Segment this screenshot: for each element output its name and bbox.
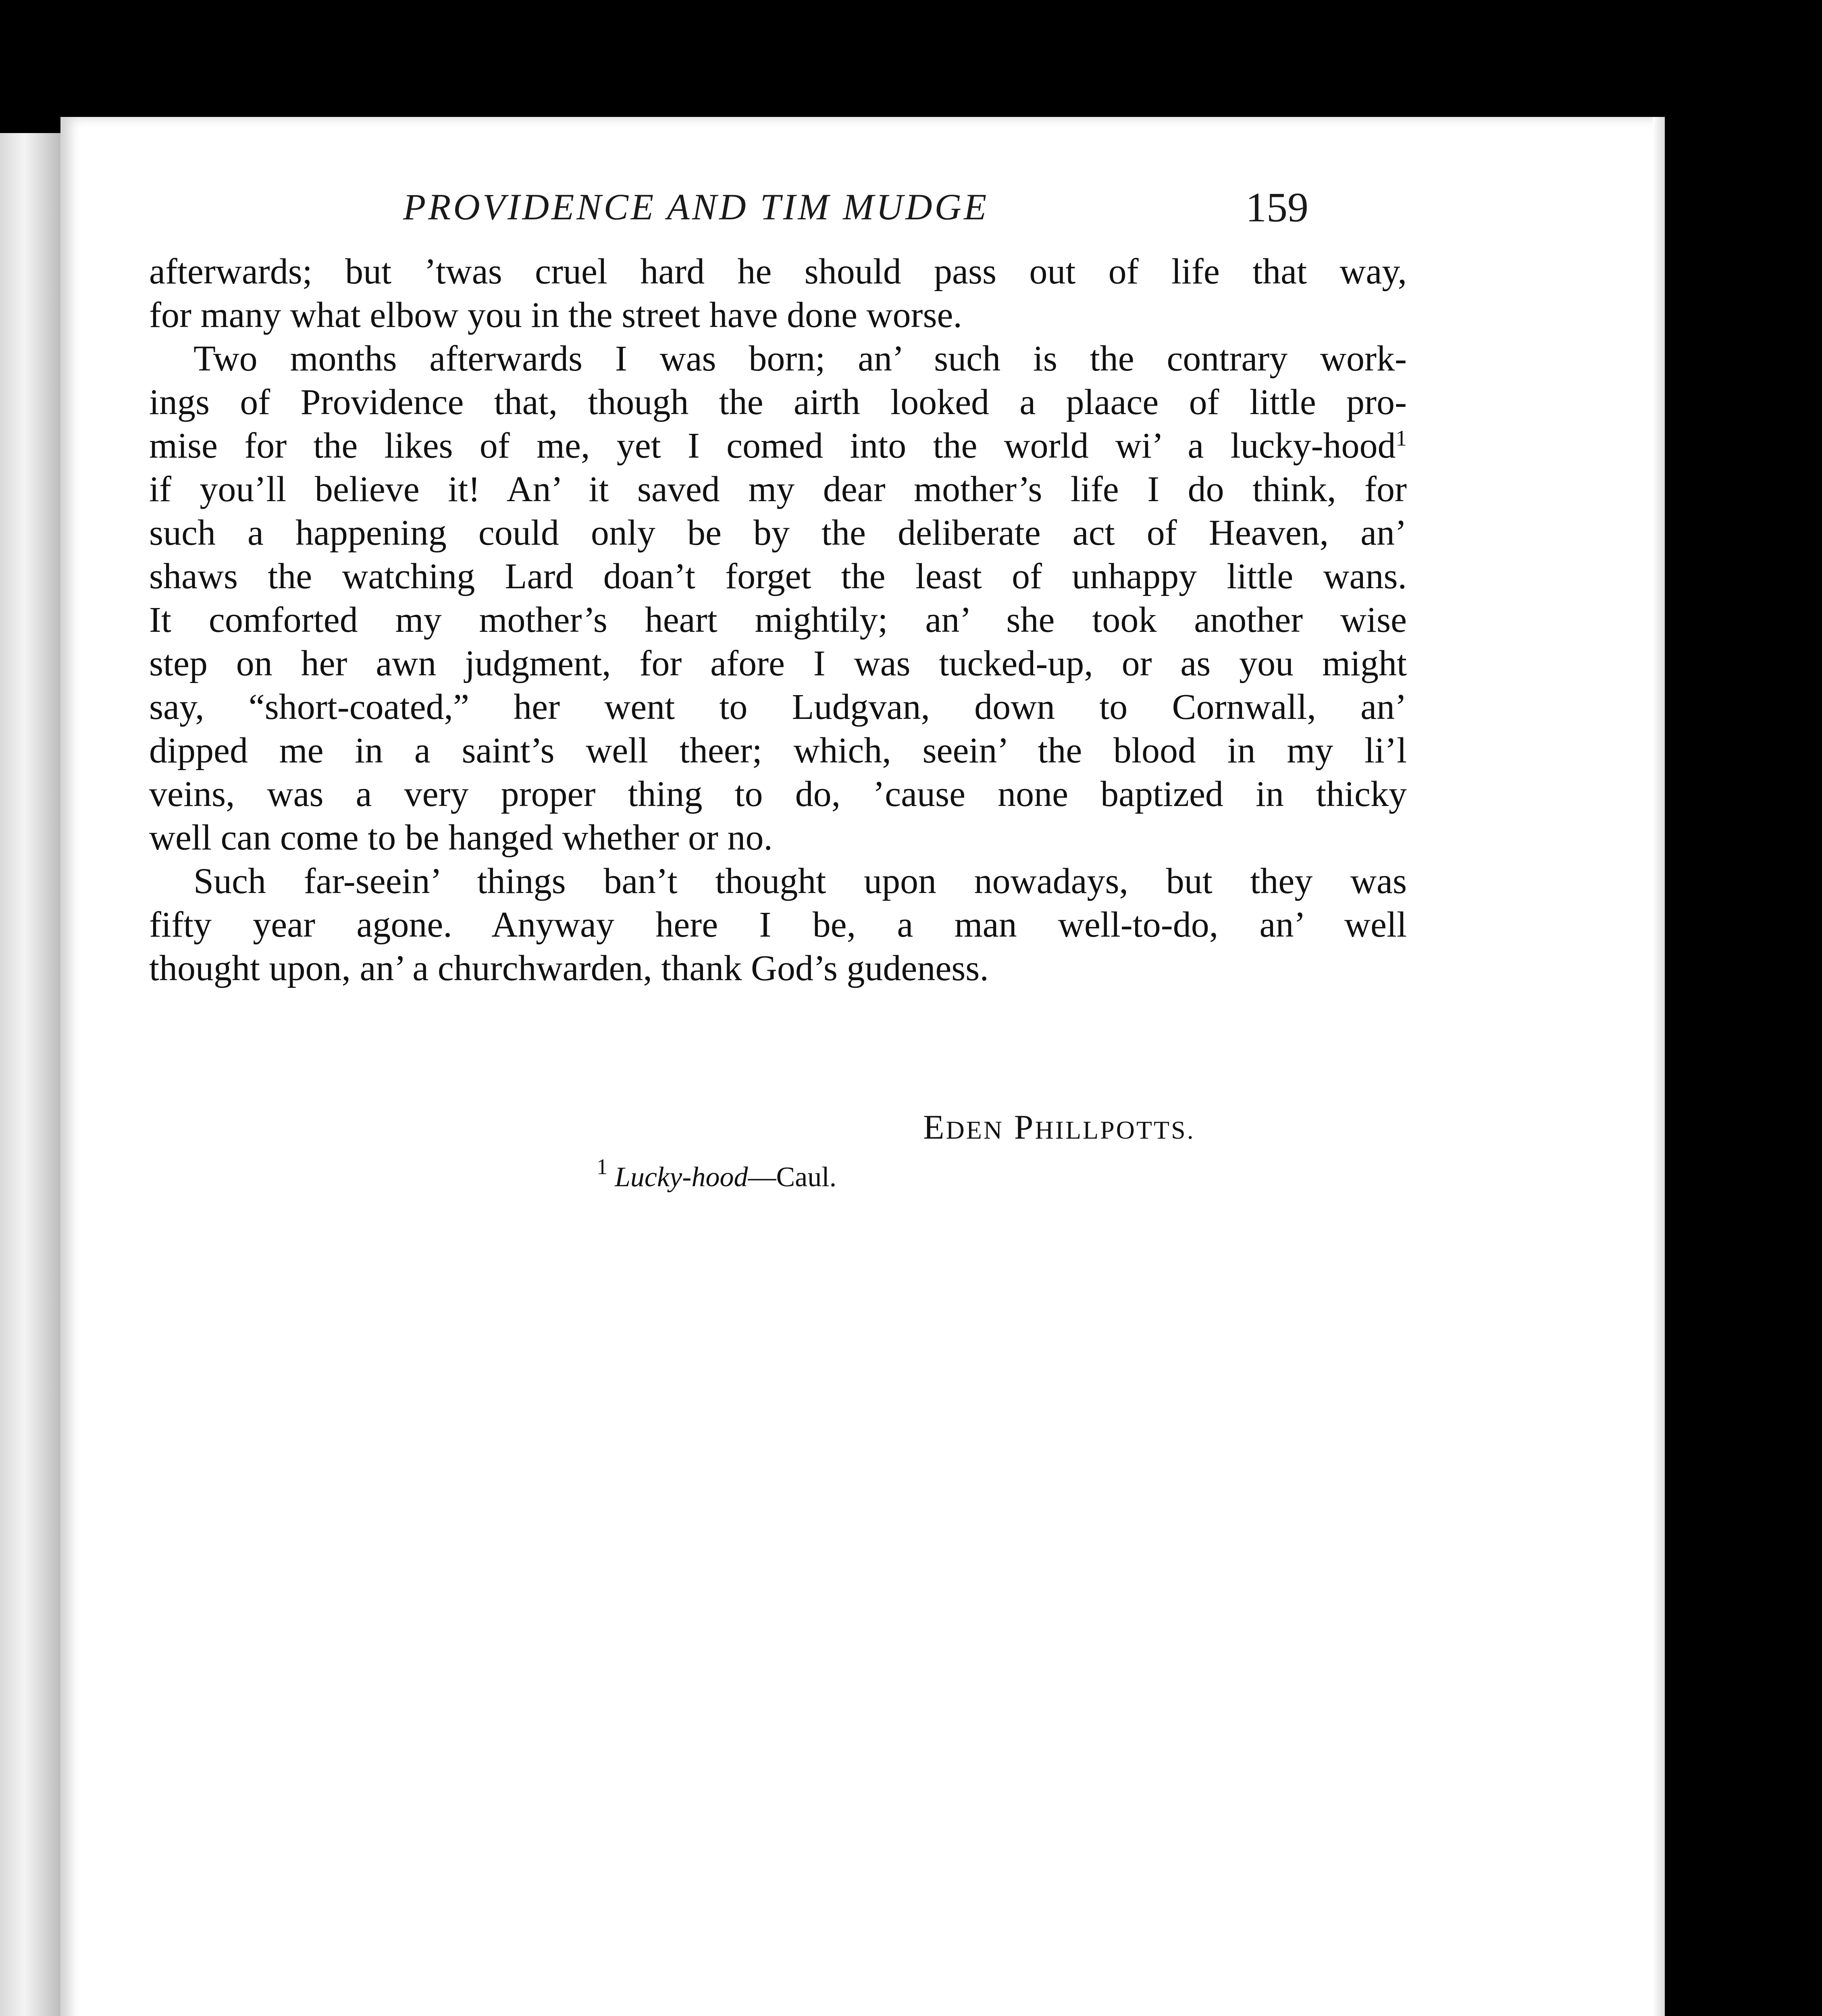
text-line: shaws the watching Lard doan’t forget the least of unhappy little wans.: [149, 556, 1407, 596]
text-line: thought upon, an’ a churchwarden, thank God’s gudeness.: [149, 948, 989, 988]
text-line: afterwards; but ’twas cruel hard he should pass out of life that way,: [149, 252, 1407, 292]
signature-last-rest: HILLPOTTS.: [1035, 1116, 1195, 1144]
page-gutter-shadow: [1653, 117, 1665, 2016]
text-line: Such far-seein’ things ban’t thought upon nowadays, but they was: [193, 861, 1407, 901]
footnote-definition: —Caul.: [748, 1162, 837, 1193]
signature-last-initial: P: [1014, 1108, 1035, 1146]
footnote: [597, 1154, 837, 1193]
text-line: such a happening could only be by the deliberate act of Heaven, an’: [149, 513, 1407, 553]
page-left-edge: [0, 133, 60, 2016]
text-line-content: mise for the likes of me, yet I comed into the world wi’ a lucky-hood: [149, 426, 1396, 466]
footnote-term: Lucky-hood: [615, 1162, 748, 1193]
text-line: dipped me in a saint’s well theer; which, seein’ the blood in my li’l: [149, 731, 1407, 771]
text-line: say, “short-coated,” her went to Ludgvan, down to Cornwall, an’: [149, 687, 1407, 727]
text-line: fifty year agone. Anyway here I be, a man well-to-do, an’ well: [149, 905, 1407, 945]
text-line: It comforted my mother’s heart mightily; an’ she took another wise: [149, 600, 1407, 640]
text-line: for many what elbow you in the street have done worse.: [149, 295, 962, 335]
text-line: ings of Providence that, though the airth looked a plaace of little pro-: [149, 382, 1407, 422]
body-text: [149, 250, 1407, 990]
text-line: well can come to be hanged whether or no.: [149, 818, 773, 858]
text-line: veins, was a very proper thing to do, ’cause none baptized in thicky: [149, 774, 1407, 814]
page-number: 159: [1246, 184, 1308, 231]
signature-first-rest: DEN: [946, 1116, 1004, 1144]
running-title: PROVIDENCE AND TIM MUDGE: [403, 186, 989, 227]
signature-first-initial: E: [923, 1108, 946, 1146]
text-line: step on her awn judgment, for afore I was tucked-up, or as you might: [149, 644, 1407, 683]
author-signature: [923, 1107, 1195, 1147]
text-line-with-footnote: [149, 424, 1407, 468]
text-line: if you’ll believe it! An’ it saved my dear mother’s life I do think, for: [149, 469, 1407, 509]
footnote-reference: 1: [1396, 426, 1407, 450]
footnote-marker: 1: [597, 1154, 608, 1179]
text-line: Two months afterwards I was born; an’ such is the contrary work-: [193, 339, 1407, 379]
